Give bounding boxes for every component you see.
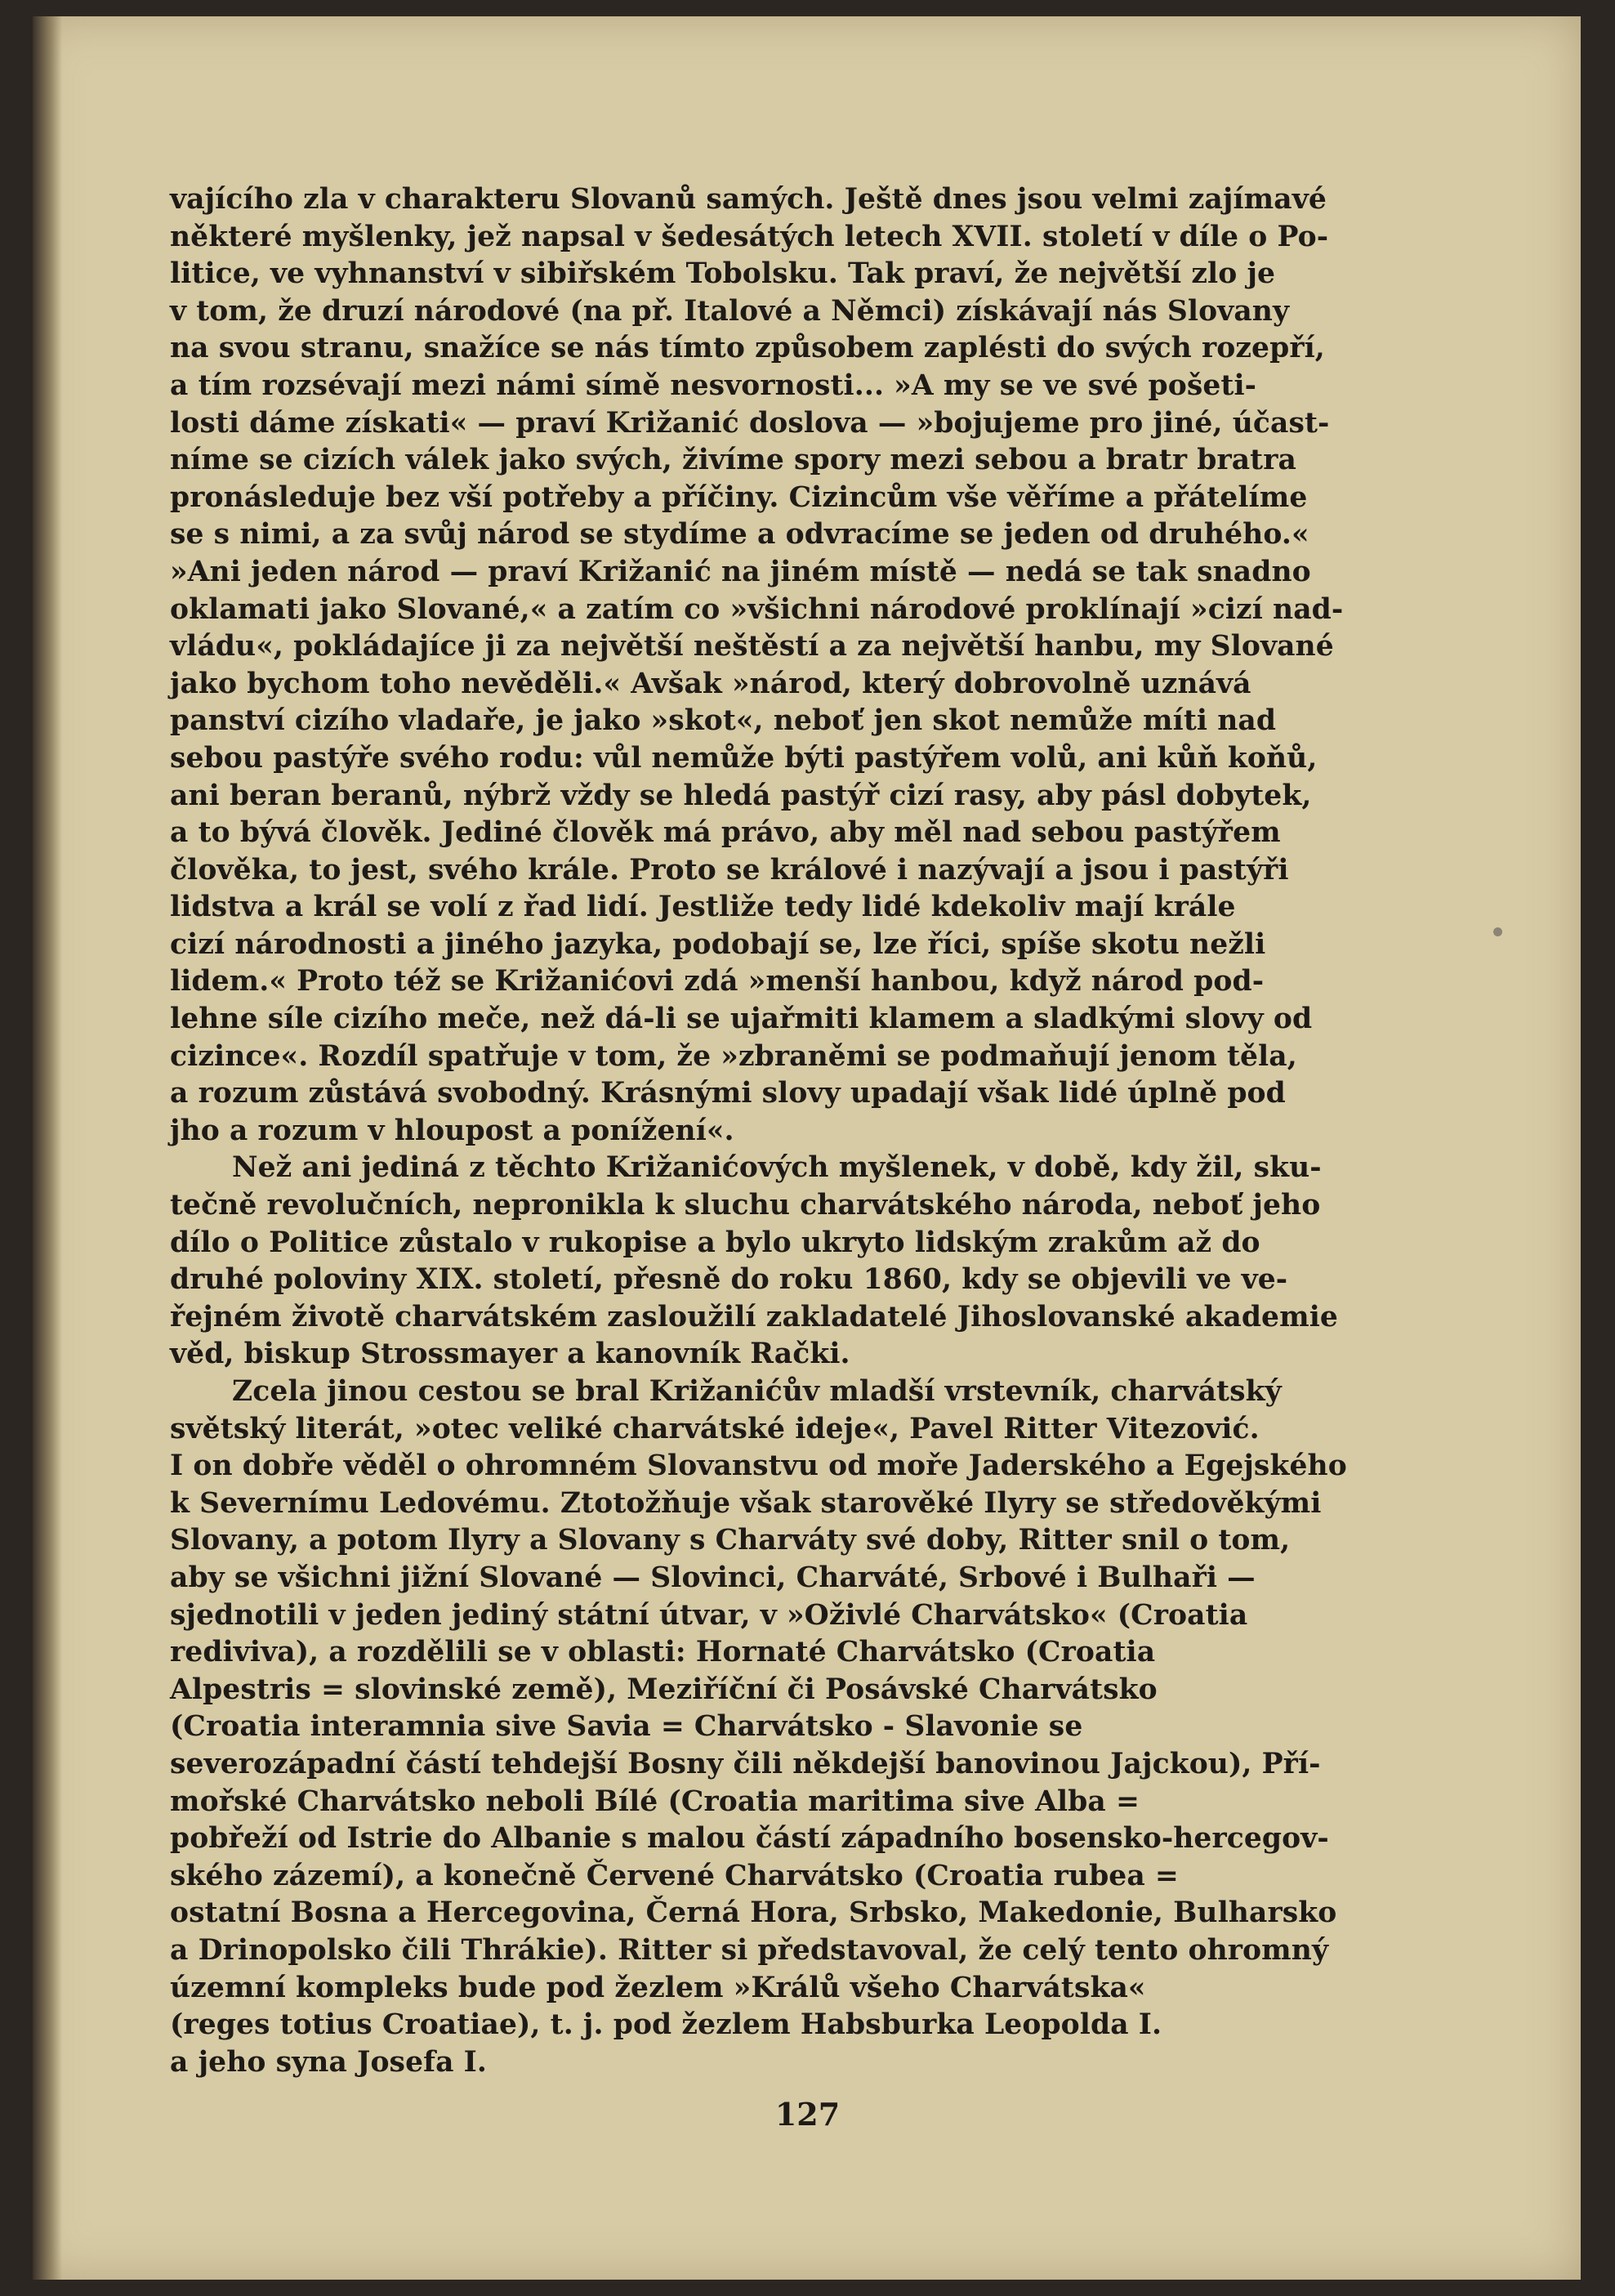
paragraph-first-line: Než ani jediná z těchto Križanićových myšlenek, v době, kdy žil, sku- xyxy=(232,1151,1322,1185)
text-line: I on dobře věděl o ohromném Slovanstvu od moře Jaderského a Egejského xyxy=(170,1450,1347,1483)
text-line: (reges totius Croatiae), t. j. pod žezlem Habsburka Leopolda I. xyxy=(170,2008,1162,2042)
text-line: cizí národnosti a jiného jazyka, podobají se, lze říci, spíše skotu nežli xyxy=(170,927,1266,961)
text-line: severozápadní částí tehdejší Bosny čili někdejší banovinou Jajckou), Pří- xyxy=(170,1747,1321,1780)
text-line: a to bývá člověk. Jediné člověk má právo, aby měl nad sebou pastýřem xyxy=(170,816,1281,850)
text-line: »Ani jeden národ — praví Križanić na jiném místě — nedá se tak snadno xyxy=(170,555,1311,588)
text-line: pronásleduje bez vší potřeby a příčiny. Cizincům vše věříme a přátelíme xyxy=(170,480,1308,514)
text-line: k Severnímu Ledovému. Ztotožňuje však starověké Ilyry se středověkými xyxy=(170,1486,1322,1520)
text-line: sebou pastýře svého rodu: vůl nemůže býti pastýřem volů, ani kůň koňů, xyxy=(170,741,1318,775)
page-number: 127 xyxy=(774,2096,841,2133)
margin-spot xyxy=(1493,927,1502,936)
text-line: (Croatia interamnia sive Savia = Charvátsko - Slavonie se xyxy=(170,1710,1083,1744)
text-line: druhé poloviny XIX. století, přesně do roku 1860, kdy se objevili ve ve- xyxy=(170,1263,1288,1297)
text-line: ského zázemí), a konečně Červené Charvátsko (Croatia rubea = xyxy=(170,1859,1179,1892)
text-line: a jeho syna Josefa I. xyxy=(170,2045,487,2079)
text-line: jako bychom toho nevěděli.« Avšak »národ, který dobrovolně uznává xyxy=(170,667,1251,700)
text-line: ostatní Bosna a Hercegovina, Černá Hora, Srbsko, Makedonie, Bulharsko xyxy=(170,1896,1337,1930)
text-line: některé myšlenky, jež napsal v šedesátých letech XVII. století v díle o Po- xyxy=(170,220,1329,253)
text-line: litice, ve vyhnanství v sibiřském Tobolsku. Tak praví, že největší zlo je xyxy=(170,257,1276,291)
text-line: lidstva a král se volí z řad lidí. Jestliže tedy lidé kdekoliv mají krále xyxy=(170,891,1236,924)
text-line: jho a rozum v hloupost a ponížení«. xyxy=(170,1114,734,1147)
text-line: se s nimi, a za svůj národ se stydíme a odvracíme se jeden od druhého.« xyxy=(170,518,1309,552)
text-line: a rozum zůstává svobodný. Krásnými slovy upadají však lidé úplně pod xyxy=(170,1077,1286,1110)
text-line: sjednotili v jeden jediný státní útvar, v »Oživlé Charvátsko« (Croatia xyxy=(170,1598,1248,1632)
paragraph-first-line: Zcela jinou cestou se bral Križanićův mladší vrstevník, charvátský xyxy=(232,1375,1282,1408)
text-line: tečně revolučních, nepronikla k sluchu charvátského národa, neboť jeho xyxy=(170,1189,1321,1222)
text-line: vajícího zla v charakteru Slovanů samých. Ještě dnes jsou velmi zajímavé xyxy=(170,183,1327,216)
text-line: Alpestris = slovinské země), Meziříční či Posávské Charvátsko xyxy=(170,1673,1158,1706)
text-line: člověka, to jest, svého krále. Proto se králové i nazývají a jsou i pastýři xyxy=(170,853,1289,887)
text-line: aby se všichni jižní Slované — Slovinci, Charváté, Srbové i Bulhaři — xyxy=(170,1561,1256,1594)
text-line: rediviva), a rozdělili se v oblasti: Hornaté Charvátsko (Croatia xyxy=(170,1636,1156,1669)
text-line: lidem.« Proto též se Križanićovi zdá »menší hanbou, když národ pod- xyxy=(170,965,1265,998)
text-line: cizince«. Rozdíl spatřuje v tom, že »zbraněmi se podmaňují jenom těla, xyxy=(170,1039,1297,1073)
text-line: panství cizího vladaře, je jako »skot«, neboť jen skot nemůže míti nad xyxy=(170,704,1277,738)
book-gutter-shadow xyxy=(33,16,62,2280)
text-line: ani beran beranů, nýbrž vždy se hledá pastýř cizí rasy, aby pásl dobytek, xyxy=(170,779,1312,812)
text-line: a Drinopolsko čili Thrákie). Ritter si představoval, že celý tento ohromný xyxy=(170,1933,1329,1967)
text-line: řejném životě charvátském zasloužilí zakladatelé Jihoslovanské akademie xyxy=(170,1300,1338,1333)
text-line: níme se cizích válek jako svých, živíme spory mezi sebou a bratr bratra xyxy=(170,444,1296,477)
text-line: pobřeží od Istrie do Albanie s malou částí západního bosensko-hercegov- xyxy=(170,1822,1329,1856)
text-line: lehne síle cizího meče, než dá-li se ujařmiti klamem a sladkými slovy od xyxy=(170,1003,1313,1036)
text-line: územní kompleks bude pod žezlem »Králů všeho Charvátska« xyxy=(170,1971,1146,2004)
text-line: dílo o Politice zůstalo v rukopise a bylo ukryto lidským zrakům až do xyxy=(170,1226,1260,1259)
body-text xyxy=(170,181,1395,2081)
text-line: v tom, že druzí národové (na př. Italové a Němci) získávají nás Slovany xyxy=(170,294,1290,328)
text-line: Slovany, a potom Ilyry a Slovany s Charváty své doby, Ritter snil o tom, xyxy=(170,1524,1291,1557)
text-line: mořské Charvátsko neboli Bílé (Croatia maritima sive Alba = xyxy=(170,1785,1140,1818)
text-line: věd, biskup Strossmayer a kanovník Rački. xyxy=(170,1338,850,1371)
text-line: světský literát, »otec veliké charvátské ideje«, Pavel Ritter Vitezović. xyxy=(170,1412,1260,1445)
text-line: losti dáme získati« — praví Križanić doslova — »bojujeme pro jiné, účast- xyxy=(170,406,1330,440)
text-line: na svou stranu, snažíce se nás tímto způsobem zaplésti do svých rozepří, xyxy=(170,332,1325,365)
text-line: a tím rozsévají mezi námi símě nesvornosti... »A my se ve své pošeti- xyxy=(170,369,1257,402)
text-line: oklamati jako Slované,« a zatím co »všichni národové proklínají »cizí nad- xyxy=(170,592,1344,626)
text-line: vládu«, pokládajíce ji za největší neštěstí a za největší hanbu, my Slované xyxy=(170,630,1334,663)
